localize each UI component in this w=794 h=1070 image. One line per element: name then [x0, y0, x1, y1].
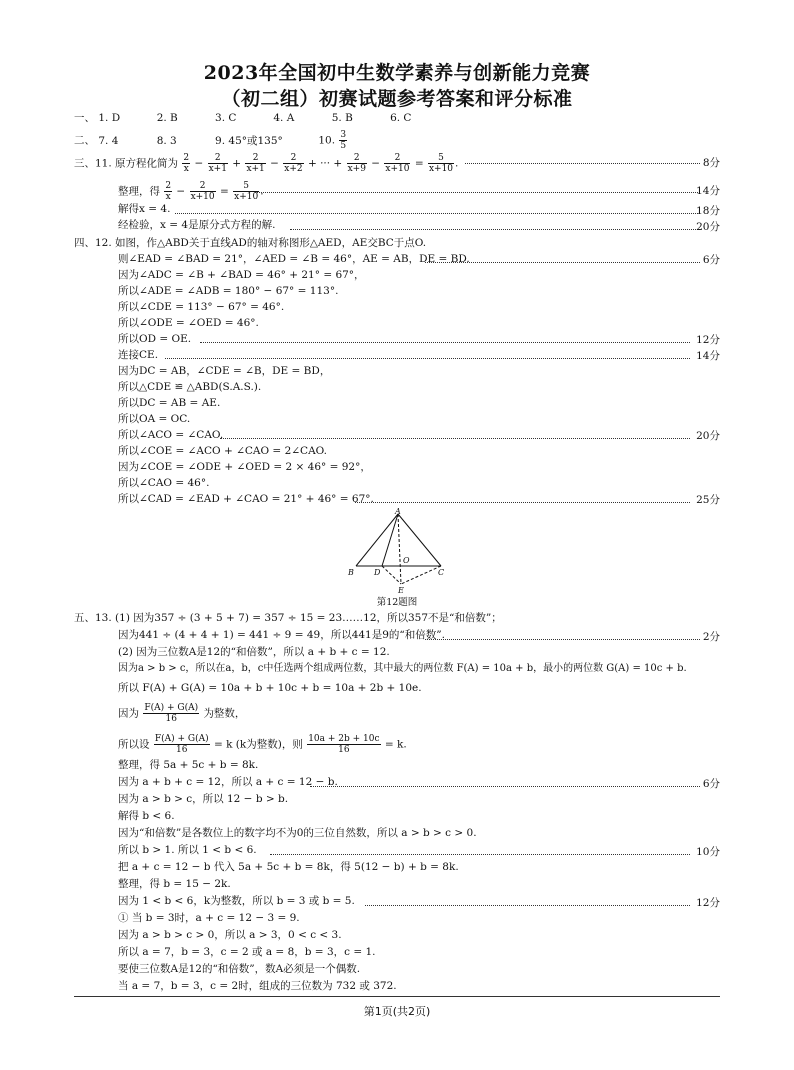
score: 20分 — [696, 430, 720, 442]
dot-leader — [175, 213, 700, 214]
score: 10分 — [696, 846, 720, 858]
sec5-line-8: 整理，得 5a + 5c + b = 8k. — [118, 759, 259, 771]
label-E: E — [398, 586, 404, 595]
sec4-line-13: 所以∠COE = ∠ACO + ∠CAO = 2∠CAO. — [118, 445, 327, 457]
dot-leader — [220, 438, 690, 439]
dot-leader — [425, 639, 700, 640]
title-line-1: 2023年全国初中生数学素养与创新能力竞赛 — [203, 62, 591, 84]
sec5-line-6: 因为 $\frac{F(A) + G(A)}{16}$ 为整数， — [118, 703, 246, 724]
sec4-line-4: 所以∠CDE = 113° − 67° = 46°. — [118, 301, 285, 313]
score: 12分 — [696, 334, 720, 346]
sec4-line-7: 连接CE. — [118, 349, 159, 361]
label-D: D — [374, 568, 381, 577]
sec4-line-0: 四、12. 如图，作△ABD关于直线AD的轴对称图形△AED，AE交BC于点O. — [74, 237, 427, 249]
answer: 5. B — [331, 112, 353, 124]
answer: 8. 3 — [156, 134, 177, 147]
answer: 9. 45°或135° — [215, 134, 283, 147]
sec4-line-6: 所以OD = OE. — [118, 333, 192, 345]
dot-leader — [290, 229, 700, 230]
section-label: 二、 — [74, 134, 95, 147]
label-O: O — [403, 556, 410, 565]
segment-AE — [398, 514, 401, 584]
sec5-line-12: 因为“和倍数”是各数位上的数字均不为0的三位自然数，所以 a > b > c > 0. — [118, 827, 477, 839]
score: 14分 — [696, 350, 720, 362]
score: 6分 — [702, 778, 720, 790]
section-2 — [74, 130, 348, 151]
sec4-line-9: 所以△CDE ≌ △ABD(S.A.S.). — [118, 381, 262, 393]
answer: 3. C — [215, 112, 237, 124]
sec5-line-13: 所以 b > 1. 所以 1 < b < 6. — [118, 844, 257, 856]
answer: 4. A — [273, 112, 295, 124]
sec3-line-4: 经检验，x = 4是原分式方程的解. — [118, 219, 276, 231]
page-footer: 第1页(共2页) — [363, 1005, 431, 1018]
section-label: 一、 — [74, 112, 95, 124]
segment-DE — [382, 566, 401, 584]
sec4-line-16: 所以∠CAD = ∠EAD + ∠CAO = 21° + 46° = 67°. — [118, 493, 374, 505]
sec5-line-11: 解得 b < 6. — [118, 810, 175, 822]
sec4-line-12: 所以∠ACO = ∠CAO. — [118, 429, 224, 441]
footer-divider — [74, 996, 720, 997]
dot-leader — [425, 262, 700, 263]
sec5-line-7: 所以设 $\frac{F(A) + G(A)}{16}$ = k (k为整数)，则 $\frac{10a + 2b + 10c}{16}$ = k. — [118, 734, 407, 755]
answer-10-fraction: $\frac{3}{5}$ — [340, 130, 347, 151]
sec5-line-9: 因为 a + b + c = 12，所以 a + c = 12 − b. — [118, 776, 338, 788]
sec4-line-8: 因为DC = AB，∠CDE = ∠B，DE = BD， — [118, 365, 331, 377]
sec4-line-10: 所以DC = AB = AE. — [118, 397, 221, 409]
section-1 — [74, 111, 445, 125]
sec4-line-1: 则∠EAD = ∠BAD = 21°，∠AED = ∠B = 46°，AE = AB，DE = BD. — [118, 253, 470, 265]
sec5-line-20: 要使三位数A是12的“和倍数”，数A必须是一个偶数. — [118, 963, 361, 975]
sec5-line-14: 把 a + c = 12 − b 代入 5a + 5c + b = 8k，得 5(12 − b) + b = 8k. — [118, 861, 459, 873]
label-B: B — [348, 568, 354, 577]
score: 6分 — [702, 254, 720, 266]
dot-leader — [355, 502, 690, 503]
dot-leader — [465, 163, 700, 164]
segment-AD — [382, 514, 398, 566]
sec3-line-3: 解得x = 4. — [118, 203, 171, 215]
sec5-line-15: 整理，得 b = 15 − 2k. — [118, 878, 231, 890]
score: 20分 — [696, 221, 720, 233]
score: 12分 — [696, 897, 720, 909]
score: 2分 — [702, 631, 720, 643]
sec4-line-5: 所以∠ODE = ∠OED = 46°. — [118, 317, 259, 329]
sec5-line-5: 所以 F(A) + G(A) = 10a + b + 10c + b = 10a + 2b + 10e. — [118, 682, 422, 694]
answer: 7. 4 — [98, 134, 119, 147]
dot-leader — [165, 358, 690, 359]
answer: 1. D — [98, 112, 121, 124]
sec5-line-2: 因为441 ÷ (4 + 4 + 1) = 441 ÷ 9 = 49，所以441是9的“和倍数”. — [118, 629, 445, 641]
answer: 6. C — [390, 112, 412, 124]
score: 14分 — [696, 185, 720, 197]
answer: 2. B — [156, 112, 178, 124]
sec5-line-3: (2) 因为三位数A是12的“和倍数”，所以 a + b + c = 12. — [118, 646, 390, 658]
sec5-line-21: 当 a = 7，b = 3，c = 2时，组成的三位数为 732 或 372. — [118, 980, 397, 992]
score: 8分 — [702, 157, 720, 169]
segment-AB — [356, 514, 398, 566]
dot-leader — [270, 854, 690, 855]
sec3-line-1: 三、11. 原方程化简为 $\frac{2}{x}$ − $\frac{2}{x+1}$ + $\frac{2}{x+1}$ − $\frac{2}{x+2}$ + ··· + $\frac{2}{x+9}$ − $\frac{2}{x+10}$ = $\frac{5}{x+10}$ . — [74, 153, 459, 174]
sec5-line-17: ① 当 b = 3时，a + c = 12 − 3 = 9. — [118, 912, 300, 924]
dot-leader — [310, 786, 700, 787]
answer-10-label: 10. — [318, 134, 336, 147]
dot-leader — [255, 192, 700, 193]
sec4-line-11: 所以OA = OC. — [118, 413, 191, 425]
sec5-line-1: 五、13. (1) 因为357 ÷ (3 + 5 + 7) = 357 ÷ 15 = 23……12，所以357不是“和倍数”； — [74, 612, 502, 624]
sec4-line-3: 所以∠ADE = ∠ADB = 180° − 67° = 113°. — [118, 285, 339, 297]
segment-CE — [401, 566, 441, 584]
sec3-line-2: 整理，得 $\frac{2}{x}$ − $\frac{2}{x+10}$ = $\frac{5}{x+10}$ . — [118, 181, 264, 202]
sec4-line-14: 因为∠COE = ∠ODE + ∠OED = 2 × 46° = 92°， — [118, 461, 371, 473]
sec5-line-18: 因为 a > b > c > 0，所以 a > 3，0 < c < 3. — [118, 929, 342, 941]
title-line-2: （初二组）初赛试题参考答案和评分标准 — [221, 88, 573, 110]
label-C: C — [438, 568, 445, 577]
sec5-line-4: 因为a > b > c，所以在a，b，c中任选两个组成两位数，其中最大的两位数 F(A) = 10a + b，最小的两位数 G(A) = 10c + b. — [118, 663, 687, 674]
score: 18分 — [696, 205, 720, 217]
sec4-line-2: 因为∠ADC = ∠B + ∠BAD = 46° + 21° = 67°， — [118, 269, 365, 281]
geometry-figure — [346, 508, 456, 596]
sec5-line-10: 因为 a > b > c，所以 12 − b > b. — [118, 793, 289, 805]
dot-leader — [365, 905, 690, 906]
dot-leader — [200, 342, 690, 343]
figure-caption: 第12题图 — [376, 597, 418, 608]
sec5-line-16: 因为 1 < b < 6，k为整数，所以 b = 3 或 b = 5. — [118, 895, 355, 907]
label-A: A — [395, 508, 401, 516]
score: 25分 — [696, 494, 720, 506]
sec4-line-15: 所以∠CAO = 46°. — [118, 477, 210, 489]
sec5-line-19: 所以 a = 7，b = 3，c = 2 或 a = 8，b = 3，c = 1. — [118, 946, 376, 958]
